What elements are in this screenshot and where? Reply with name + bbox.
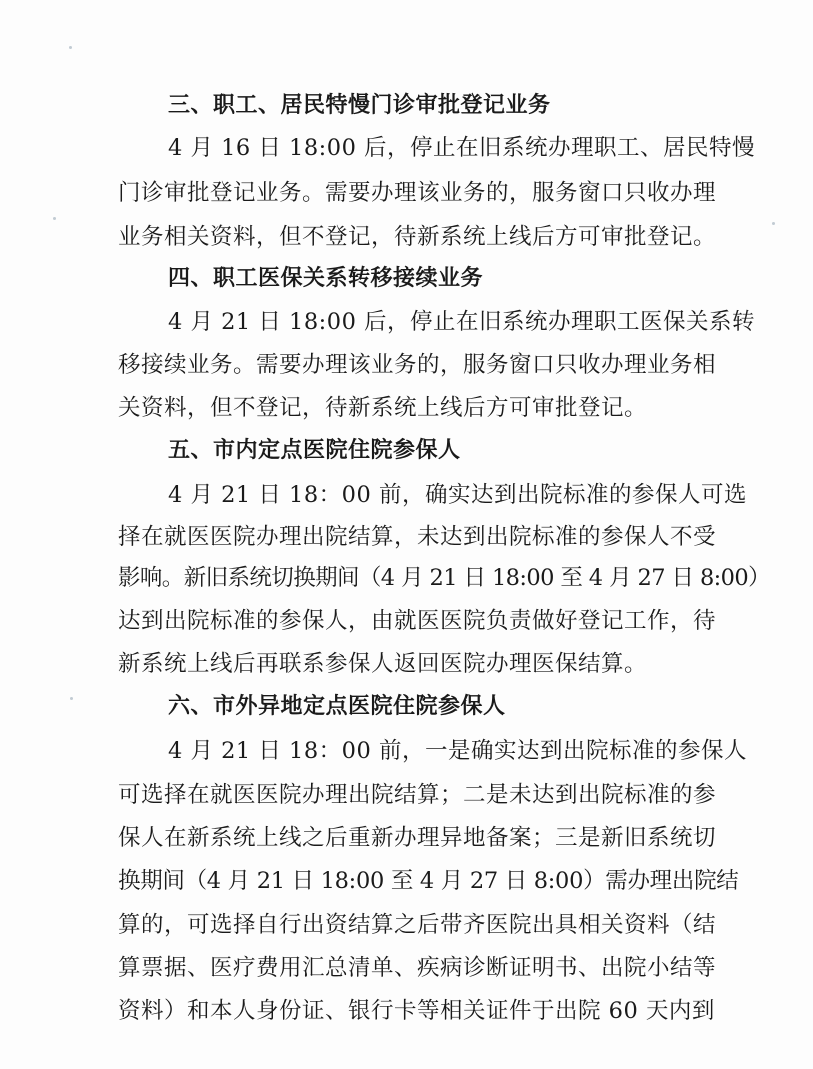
paragraph-line: 4 月 21 日 18:00 后，停止在旧系统办理职工医保关系转 xyxy=(168,309,756,335)
section-heading-6: 六、市外异地定点医院住院参保人 xyxy=(168,694,506,719)
scan-speck xyxy=(53,217,56,220)
scan-speck xyxy=(69,46,72,49)
paragraph-line: 门诊审批登记业务。需要办理该业务的，服务窗口只收办理 xyxy=(118,180,717,206)
section-heading-5: 五、市内定点医院住院参保人 xyxy=(168,438,461,463)
paragraph-line: 新系统上线后再联系参保人返回医院办理医保结算。 xyxy=(118,651,648,677)
paragraph-line: 达到出院标准的参保人，由就医医院负责做好登记工作，待 xyxy=(118,608,717,634)
paragraph-line: 关资料，但不登记，待新系统上线后方可审批登记。 xyxy=(118,395,648,421)
paragraph-line: 可选择在就医医院办理出院结算；二是未达到出院标准的参 xyxy=(118,782,717,808)
paragraph-line: 业务相关资料，但不登记，待新系统上线后方可审批登记。 xyxy=(118,224,717,250)
paragraph-line: 算票据、医疗费用汇总清单、疾病诊断证明书、出院小结等 xyxy=(118,955,717,981)
paragraph-line: 4 月 21 日 18：00 前，确实达到出院标准的参保人可选 xyxy=(168,482,747,508)
paragraph-line: 4 月 21 日 18：00 前，一是确实达到出院标准的参保人 xyxy=(168,738,747,764)
scan-speck xyxy=(70,697,73,700)
paragraph-line: 换期间（4 月 21 日 18:00 至 4 月 27 日 8:00）需办理出院结 xyxy=(118,868,739,894)
section-heading-4: 四、职工医保关系转移接续业务 xyxy=(168,266,484,291)
section-heading-3: 三、职工、居民特慢门诊审批登记业务 xyxy=(168,93,551,118)
paragraph-line: 4 月 16 日 18:00 后，停止在旧系统办理职工、居民特慢 xyxy=(168,135,756,161)
paragraph-line: 影响。新旧系统切换期间（4 月 21 日 18:00 至 4 月 27 日 8:00） xyxy=(118,565,770,591)
paragraph-line: 保人在新系统上线之后重新办理异地备案；三是新旧系统切 xyxy=(118,825,717,851)
paragraph-line: 算的，可选择自行出资结算之后带齐医院出具相关资料（结 xyxy=(118,912,717,938)
paragraph-line: 择在就医医院办理出院结算，未达到出院标准的参保人不受 xyxy=(118,524,717,550)
scan-speck xyxy=(772,222,775,225)
paragraph-line: 资料）和本人身份证、银行卡等相关证件于出院 60 天内到 xyxy=(118,998,715,1024)
paragraph-line: 移接续业务。需要办理该业务的，服务窗口只收办理业务相 xyxy=(118,352,717,378)
